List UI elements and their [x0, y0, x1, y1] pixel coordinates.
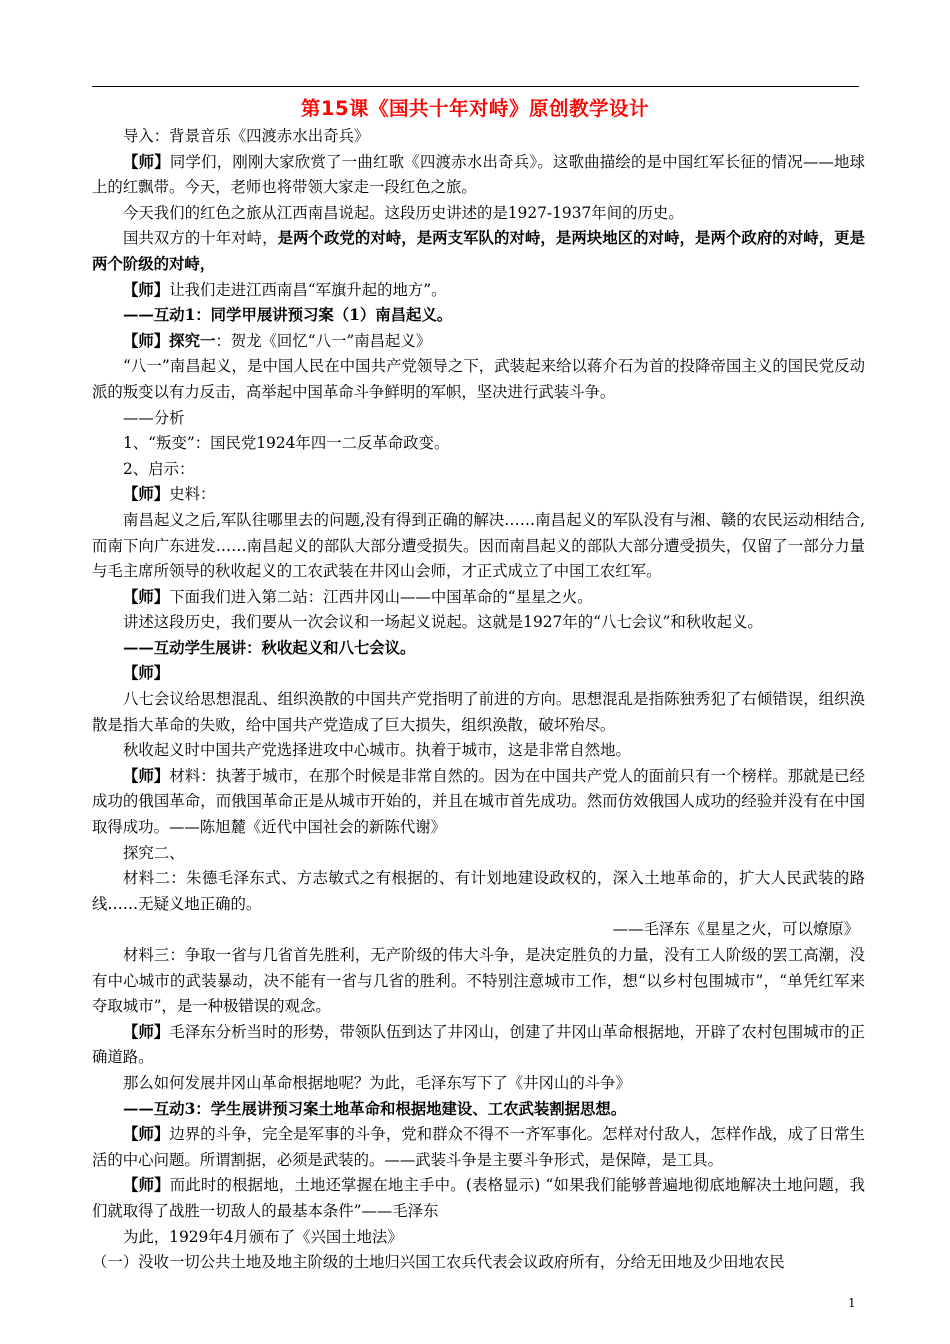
bold-run: ——互动学生展讲：秋收起义和八七会议。 — [123, 638, 416, 657]
bold-run: 【师】 — [123, 1125, 170, 1144]
paragraph — [92, 841, 865, 867]
document-title: 第15课《国共十年对峙》原创教学设计 — [300, 97, 650, 120]
text-run: 秋收起义时中国共产党选择进攻中心城市。执着于城市，这是非常自然地。 — [123, 741, 631, 760]
text-run: 材料：执著于城市，在那个时候是非常自然的。因为在中国共产党人的面前只有一个榜样。那就是已经成功的俄国革命，而俄国革命正是从城市开始的，并且在城市首先成功。然而仿效俄国人成功的经验并没有在中国取得成功。——陈旭麓《近代中国社会的新陈代谢》 — [92, 766, 865, 837]
text-run: 下面我们进入第二站：江西井冈山——中国革命的“星星之火。 — [169, 587, 593, 606]
paragraph — [92, 636, 865, 662]
paragraph — [92, 1122, 865, 1173]
text-run: 探究二、 — [123, 843, 185, 862]
paragraph — [92, 866, 865, 917]
text-run: 让我们走进江西南昌“军旗升起的地方”。 — [169, 280, 447, 299]
paragraph — [92, 1225, 865, 1251]
text-run: 讲述这段历史，我们要从一次会议和一场起义说起。这就是1927年的“八七会议”和秋收起义。 — [123, 613, 763, 632]
paragraph — [92, 1173, 865, 1224]
paragraph — [92, 1097, 865, 1123]
paragraph — [92, 278, 865, 304]
text-run: 边界的斗争，完全是军事的斗争，党和群众不得不一齐军事化。怎样对付敌人，怎样作战，成了日常生活的中心问题。所谓割据，必须是武装的。——武装斗争是主要斗争形式，是保障，是工具。 — [92, 1125, 865, 1169]
paragraph — [92, 738, 865, 764]
text-run: ——分析 — [123, 408, 185, 427]
bold-run: 【师】探究一 — [123, 331, 216, 350]
paragraph — [92, 661, 865, 687]
text-run: 史料： — [169, 485, 216, 504]
paragraph — [92, 1250, 865, 1276]
paragraph — [92, 303, 865, 329]
text-run: 同学们，刚刚大家欣赏了一曲红歌《四渡赤水出奇兵》。这歌曲描绘的是中国红军长征的情况——地球上的红飘带。今天，老师也将带领大家走一段红色之旅。 — [92, 152, 865, 197]
paragraph — [92, 150, 865, 201]
text-run: “八一”南昌起义，是中国人民在中国共产党领导之下，武装起来给以蒋介石为首的投降帝国主义的国民党反动派的叛变以有力反击，高举起中国革命斗争鲜明的军帜，坚决进行武装斗争。 — [92, 357, 865, 401]
paragraph — [92, 482, 865, 508]
document-body — [92, 124, 865, 1276]
paragraph — [92, 610, 865, 636]
text-run: 八七会议给思想混乱、组织涣散的中国共产党指明了前进的方向。思想混乱是指陈独秀犯了右倾错误，组织涣散是指大革命的失败，给中国共产党造成了巨大损失，组织涣散，破坏殆尽。 — [92, 690, 865, 734]
paragraph — [92, 943, 865, 1020]
paragraph — [92, 687, 865, 738]
bold-run: 【师】 — [123, 664, 170, 683]
bold-run: 【师】 — [123, 587, 170, 606]
bold-run: 是两个政党的对峙，是两支军队的对峙，是两块地区的对峙，是两个政府的对峙，更是两个阶级的对峙， — [92, 229, 865, 273]
text-run: 那么如何发展井冈山革命根据地呢？为此，毛泽东写下了《井冈山的斗争》 — [123, 1073, 631, 1092]
text-run: （一）没收一切公共土地及地主阶级的土地归兴国工农兵代表会议政府所有，分给无田地及少田地农民 — [92, 1253, 785, 1272]
paragraph — [92, 457, 865, 483]
text-run: 南昌起义之后,军队往哪里去的问题,没有得到正确的解决……南昌起义的军队没有与湘、赣的农民运动相结合,而南下向广东进发……南昌起义的部队大部分遭受损失。因而南昌起义的部队大部分遭受损失，仅留了一部分力量与毛主席所领导的秋收起义的工农武装在井冈山会师，才正式成立了中国工农红军。 — [92, 510, 865, 581]
paragraph — [92, 354, 865, 405]
text-run: 国共双方的十年对峙， — [123, 229, 278, 248]
text-run: ：贺龙《回忆“八一”南昌起义》 — [215, 331, 432, 350]
bold-run: 【师】 — [123, 280, 170, 299]
bold-run: 【师】 — [123, 485, 170, 504]
bold-run: ——互动1：同学甲展讲预习案（1）南昌起义。 — [123, 306, 453, 325]
paragraph — [92, 1020, 865, 1071]
paragraph — [92, 201, 865, 227]
text-run: 今天我们的红色之旅从江西南昌说起。这段历史讲述的是1927-1937年间的历史。 — [123, 203, 684, 222]
text-run: 而此时的根据地，土地还掌握在地主手中。(表格显示) “如果我们能够普遍地彻底地解决土地问题，我们就取得了战胜一切敌人的最基本条件”——毛泽东 — [92, 1176, 865, 1220]
text-run: 导入：背景音乐《四渡赤水出奇兵》 — [123, 127, 370, 145]
paragraph — [92, 226, 865, 277]
paragraph — [92, 585, 865, 611]
bold-run: 【师】 — [123, 1176, 170, 1195]
text-run: 材料二：朱德毛泽东式、方志敏式之有根据的、有计划地建设政权的，深入土地革命的，扩大人民武装的路线……无疑义地正确的。 — [92, 869, 865, 913]
paragraph — [92, 1071, 865, 1097]
text-run: 为此，1929年4月颁布了《兴国土地法》 — [123, 1227, 403, 1246]
paragraph — [92, 917, 865, 943]
text-run: 2、启示： — [123, 459, 195, 478]
paragraph — [92, 431, 865, 457]
text-run: 毛泽东分析当时的形势，带领队伍到达了井冈山，创建了井冈山革命根据地，开辟了农村包围城市的正确道路。 — [92, 1022, 865, 1067]
text-run: 1、“叛变”：国民党1924年四一二反革命政变。 — [123, 434, 450, 453]
paragraph — [92, 124, 865, 150]
bold-run: ——互动3：学生展讲预习案土地革命和根据地建设、工农武装割据思想。 — [123, 1099, 627, 1118]
bold-run: 【师】 — [123, 152, 170, 171]
paragraph — [92, 406, 865, 432]
paragraph — [92, 329, 865, 355]
text-run: 材料三：争取一省与几省首先胜利，无产阶级的伟大斗争，是决定胜负的力量，没有工人阶级的罢工高潮，没有中心城市的武装暴动，决不能有一省与几省的胜利。不特别注意城市工作，想“以乡村包围城市”，“单凭红军来夺取城市”，是一种极错误的观念。 — [92, 946, 865, 1016]
bold-run: 【师】 — [123, 766, 170, 785]
paragraph — [92, 764, 865, 841]
bold-run: 【师】 — [123, 1022, 170, 1041]
paragraph — [92, 508, 865, 585]
header-rule — [92, 86, 859, 87]
text-run: ——毛泽东《星星之火，可以燎原》 — [612, 920, 859, 939]
page-number: 1 — [848, 1296, 856, 1310]
